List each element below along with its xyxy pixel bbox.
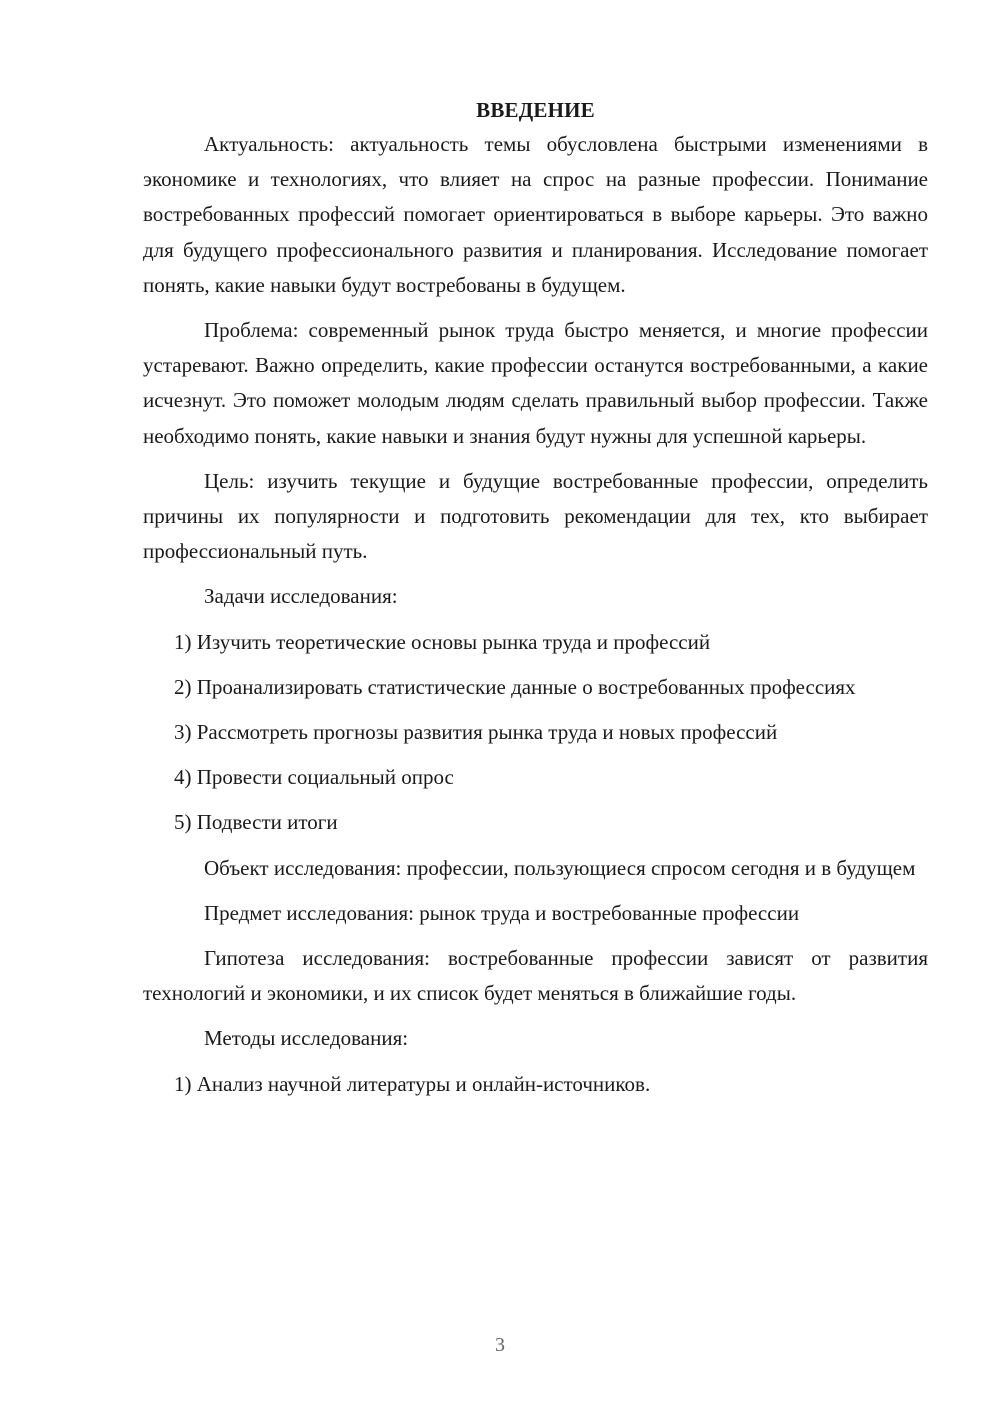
task-item-1: 1) Изучить теоретические основы рынка труда и профессий <box>174 629 711 654</box>
section-title: ВВЕДЕНИЕ <box>476 98 595 122</box>
task-item-4: 4) Провести социальный опрос <box>174 765 454 790</box>
document-page <box>143 94 928 1102</box>
paragraph-object: Объект исследования: профессии, пользующиеся спросом сегодня и в будущем <box>204 855 916 880</box>
paragraph-tasks-heading: Задачи исследования: <box>204 584 398 609</box>
task-item-3: 3) Рассмотреть прогнозы развития рынка труда и новых профессий <box>174 720 778 745</box>
paragraph-relevance: Актуальность: актуальность темы обусловлена быстрыми изменениями в экономике и технологиях, что влияет на спрос на разные профессии. Понимание востребованных профессий помогает ориентироваться в выборе карьеры. Это важно для будущего профессионального развития и планирования. Исследование помогает понять, какие навыки будут востребованы в будущем. <box>143 132 928 297</box>
task-item-2: 2) Проанализировать статистические данные о востребованных профессиях <box>174 674 856 699</box>
paragraph-hypothesis: Гипотеза исследования: востребованные профессии зависят от развития технологий и экономики, и их список будет меняться в ближайшие годы. <box>143 946 928 1006</box>
page-number: 3 <box>495 1334 505 1356</box>
task-item-5: 5) Подвести итоги <box>174 810 338 835</box>
paragraph-subject: Предмет исследования: рынок труда и востребованные профессии <box>204 900 800 925</box>
paragraph-goal: Цель: изучить текущие и будущие востребованные профессии, определить причины их популярности и подготовить рекомендации для тех, кто выбирает профессиональный путь. <box>143 468 928 564</box>
paragraph-problem: Проблема: современный рынок труда быстро меняется, и многие профессии устаревают. Важно определить, какие профессии останутся востребованными, а какие исчезнут. Это поможет молодым людям сделать правильный выбор профессии. Также необходимо понять, какие навыки и знания будут нужны для успешной карьеры. <box>143 318 928 448</box>
method-item-1: 1) Анализ научной литературы и онлайн-источников. <box>174 1071 651 1096</box>
paragraph-methods-heading: Методы исследования: <box>204 1026 409 1051</box>
